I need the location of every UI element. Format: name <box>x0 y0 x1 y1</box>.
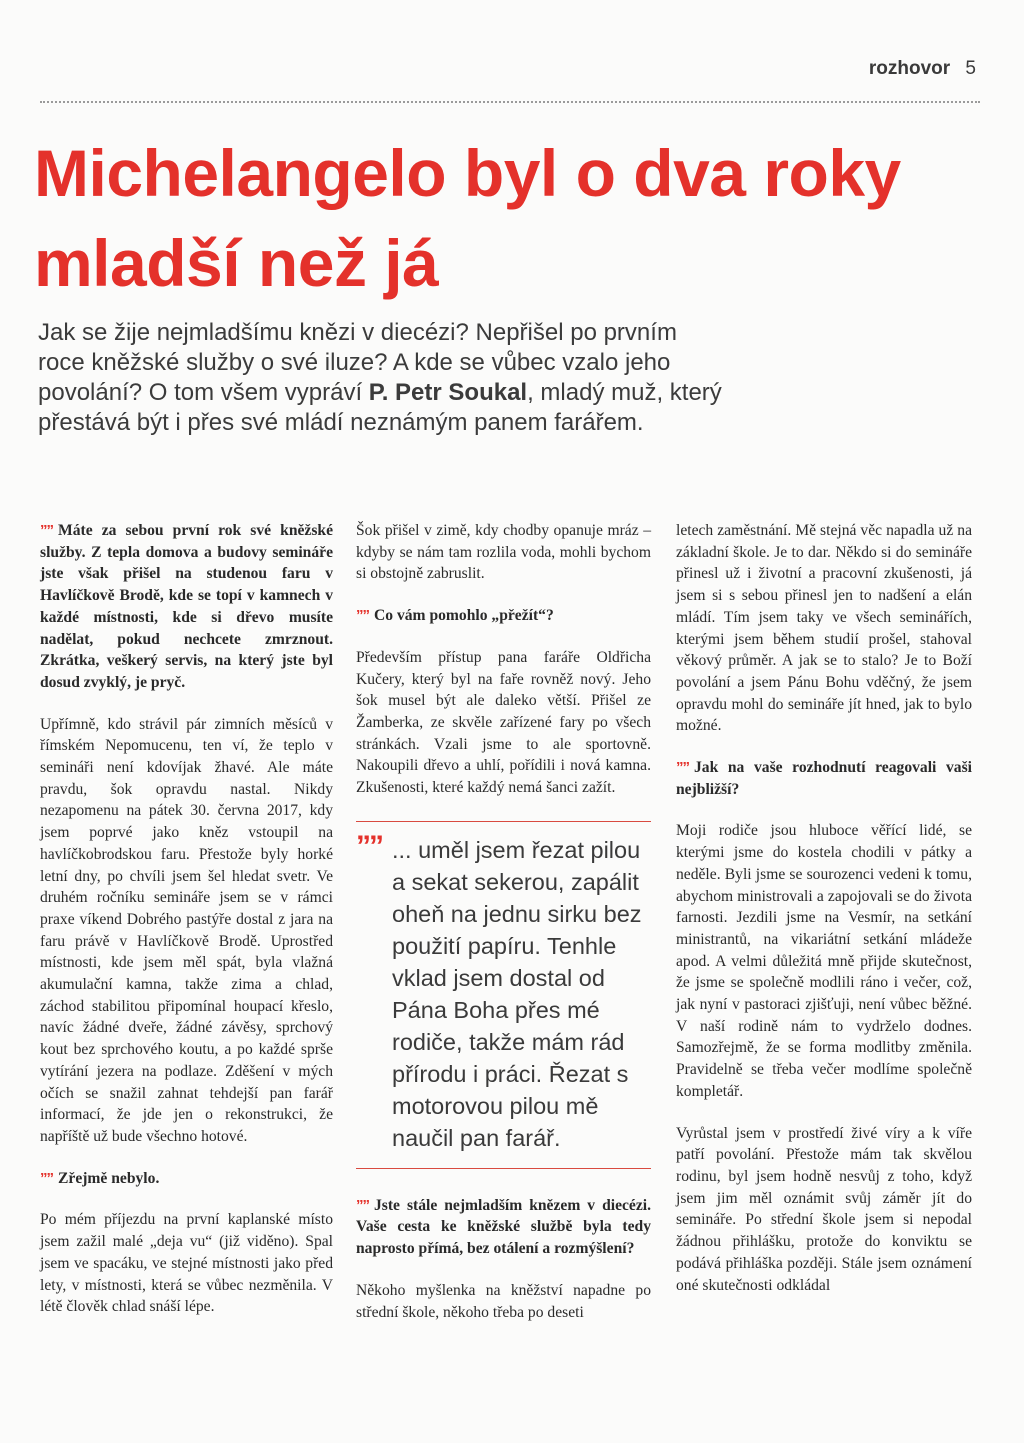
answer: Moji rodiče jsou hluboce věřící lidé, se kterými jsme do kostela chodili v pátky a neděle. Byli jsme se sourozenci vedeni k tomu, abychom ministrovali a zapojovali se do života farnosti. Jezdili jsme na Vesmír, na setkání ministrantů, na vikariátní setkání mládeže apod. A velmi důležitá mně přijde skutečnost, že jsme se společně modlili ráno i večer, což, jak nyní v pastoraci zjišťuji, není vůbec běžné. V naší rodině nám to vydrželo dodnes. Samozřejmě, že se forma modlitby změnila. Pravidelně se třeba večer modlíme společně kompletář. <box>676 822 972 1100</box>
pull-quote-rule <box>356 1168 651 1169</box>
page-header <box>869 58 976 80</box>
question-text: Máte za sebou první rok své kněžské služby. Z tepla domova a budovy semináře jste však přišel na studenou faru v Havlíčkově Brodě, kde se topí v kamnech v každé místnosti, kde si dřevo musíte nadělat, pokud nechcete zmrznout. Zkrátka, veškerý servis, na který jste byl dosud zvyklý, je pryč. <box>40 522 333 691</box>
answer: Po mém příjezdu na první kaplanské místo jsem zažil malé „deja vu“ (již viděno). Spal jsem ve spacáku, ve stejné místnosti jako před lety, v místnosti, která se vůbec nezměnila. V létě člověk chlad snáší lépe. <box>40 1211 333 1316</box>
page-number: 5 <box>965 58 976 79</box>
question <box>676 757 972 800</box>
question <box>40 1168 333 1190</box>
pull-quote-text: ... uměl jsem řezat pilou a sekat sekerou, zapálit oheň na jednu sirku bez použití papíru. Tenhle vklad jsem dostal od Pána Boha přes mé rodiče, takže mám rád přírodu i práci. Řezat s motorovou pilou mě naučil pan farář. <box>392 836 642 1151</box>
question <box>356 605 651 627</box>
answer: Šok přišel v zimě, kdy chodby opanuje mráz – kdyby se nám tam rozlila voda, mohli bychom si obstojně zabruslit. <box>356 522 651 583</box>
question <box>356 1195 651 1260</box>
lead-name: P. Petr Soukal <box>368 379 528 406</box>
quote-mark-icon: ”” <box>356 607 369 625</box>
quote-mark-icon: ”” <box>676 759 689 777</box>
question-text: Jste stále nejmladším knězem v diecézi. Vaše cesta ke kněžské službě byla tedy naprosto přímá, bez otálení a rozmýšlení? <box>356 1196 651 1258</box>
answer: Především přístup pana faráře Oldřicha Kučery, který byl na faře rovněž nový. Jeho šok musel být ale daleko větší. Přišel ze Žamberka, ze skvěle zařízené fary po všech stránkách. Vzali jsme to ale sportovně. Nakoupili dřevo a uhlí, pořídili i nová kamna. Zkušenosti, které každý nemá šanci zažít. <box>356 648 651 797</box>
question-text: Co vám pomohlo „přežít“? <box>374 607 554 625</box>
answer: Někoho myšlenka na kněžství napadne po střední škole, někoho třeba po deseti <box>356 1281 651 1321</box>
quote-mark-icon: ”” <box>356 829 382 863</box>
lead-text-end: , mladý muž, který přestává být i přes své mládí neznámým panem farářem. <box>38 379 722 436</box>
article-title: Michelangelo byl o dva roky mladší než já <box>34 136 901 300</box>
quote-mark-icon: ”” <box>356 1196 369 1214</box>
column-3 <box>676 520 972 1316</box>
answer: letech zaměstnání. Mě stejná věc napadla už na základní škole. Je to dar. Někdo si do semináře přinesl už i životní a pracovní zkušenosti, já jsem si s sebou přinesl jen to nadšení a elán mládí. Tím jsem taky ve všech seminářích, kterými jsem během studií prošel, stahoval věkový průměr. A jak se to stalo? Je to Boží povolání a jsem Pánu Bohu vděčný, že jsem opravdu mohl do semináře jít hned, jak to bylo možné. <box>676 522 972 735</box>
question-text: Zřejmě nebylo. <box>58 1169 160 1187</box>
lead-text-start: Jak se žije nejmladšímu knězi v diecézi? Nepřišel po prvním roce kněžské služby o své iluze? A kde se vůbec vzalo jeho povolání? O tom všem vypráví <box>38 319 677 406</box>
column-2 <box>356 520 651 1343</box>
question-text: Jak na vaše rozhodnutí reagovali vaši nejbližší? <box>676 759 972 798</box>
quote-mark-icon: ”” <box>40 522 53 539</box>
answer: Upřímně, kdo strávil pár zimních měsíců v římském Nepomucenu, ten ví, že teplo v semináři není kdovíjak žhavé. Ale máte pravdu, šok opravdu nastal. Nikdy nezapomenu na pátek 30. června 2017, kdy jsem poprvé jako kněz vstoupil na havlíčkobrodskou faru. Přestože byly horké letní dny, po chvíli jsem šel hledat svetr. Ve druhém ročníku semináře jsem se v rámci praxe víkend Dobrého pastýře dostal z jara na faru právě v Havlíčkově Brodě. Uprostřed místnosti, kde jsem měl spát, byla vlažná akumulační kamna, takže zima a chlad, záchod stabilitou připomínal houpací křeslo, navíc žádné dveře, žádné závěsy, sprchový kout bez sprchového koutu, a po každé sprše vytírání jezera na podlaze. Zděšení v mých očích se snažil zahnat tehdejší pan farář informací, že jde jen o rekonstrukci, že napříště už bude všechno hotové. <box>40 715 333 1145</box>
pull-quote <box>356 821 651 1169</box>
article-lead <box>38 318 728 438</box>
quote-mark-icon: ”” <box>40 1169 53 1187</box>
header-divider <box>40 101 980 103</box>
answer: Vyrůstal jsem v prostředí živé víry a k víře patří povolání. Přestože mám tak skvělou rodinu, byl jsem hodně nesvůj z toho, když jsem jim měl oznámit svůj záměr jít do semináře. Po střední škole jsem si nepodal žádnou přihlášku, protože do konviktu se podává přihláška později. Stále jsem oznámení oné skutečnosti odkládal <box>676 1124 972 1294</box>
question <box>40 520 333 694</box>
column-1 <box>40 520 333 1338</box>
section-label: rozhovor <box>868 58 951 79</box>
